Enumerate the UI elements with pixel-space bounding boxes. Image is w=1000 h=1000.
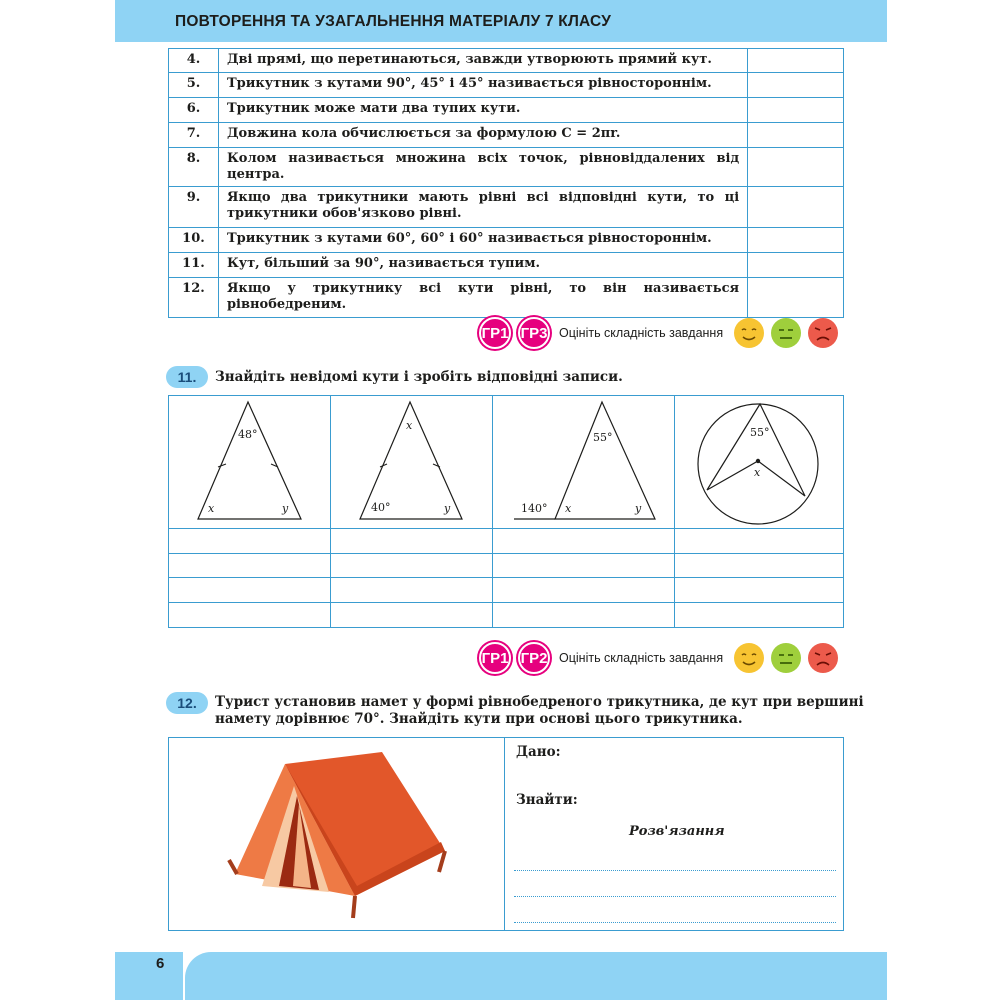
exterior-angle-label: 140° [521,502,548,515]
task-text-line2: намету дорівнює 70°. Знайдіть кути при основі цього трикутника. [215,711,743,727]
row-number: 10. [169,228,219,253]
task12-box [168,737,844,931]
table-row [169,49,844,73]
answer-line[interactable] [514,896,836,897]
task-number: 11. [166,366,208,388]
figures-grid [168,395,844,628]
triangle-figure-3 [492,395,675,529]
answer-cell[interactable] [674,602,844,628]
answer-cell[interactable] [748,123,844,148]
answer-cell[interactable] [674,553,844,578]
group-badge: ГР1 [479,317,511,349]
difficulty-rating [479,315,844,351]
solution-label: Розв'язання [629,824,725,839]
answer-cell[interactable] [330,602,493,628]
answer-cell[interactable] [748,49,844,73]
hard-face-icon[interactable] [807,317,839,349]
angle-label: x [565,502,572,515]
statement-text: Трикутник з кутами 90°, 45° і 45° називається рівностороннім. [218,73,747,98]
angle-label: x [406,419,413,432]
triangle-figure-2 [330,395,493,529]
angle-label: y [444,502,451,515]
footer-band [185,952,887,1000]
answer-cell[interactable] [748,187,844,228]
statement-text: Якщо два трикутники мають рівні всі відповідні кути, то ці трикутники обов'язково рівні. [218,187,747,228]
answer-cell[interactable] [168,553,331,578]
answer-cell[interactable] [168,602,331,628]
easy-face-icon[interactable] [733,642,765,674]
medium-face-icon[interactable] [770,642,802,674]
answer-cell[interactable] [674,577,844,603]
task-text-line1: Турист установив намет у формі рівнобедреного трикутника, де кут при вершині [215,694,864,710]
statement-text: Трикутник може мати два тупих кути. [218,98,747,123]
table-row [169,253,844,278]
answer-cell[interactable] [168,528,331,554]
table-row [169,228,844,253]
angle-label: y [282,502,289,515]
answer-cell[interactable] [674,528,844,554]
group-badge: ГР3 [518,317,550,349]
statements-table [168,48,844,318]
table-row [169,98,844,123]
row-number: 7. [169,123,219,148]
statement-text: Дві прямі, що перетинаються, завжди утворюють прямий кут. [218,49,747,73]
easy-face-icon[interactable] [733,317,765,349]
task-text: Знайдіть невідомі кути і зробіть відповідні записи. [215,369,623,385]
find-label: Знайти: [516,792,578,808]
answer-cell[interactable] [492,602,675,628]
answer-cell[interactable] [492,553,675,578]
table-row [169,148,844,187]
row-number: 9. [169,187,219,228]
statement-text: Якщо у трикутнику всі кути рівні, то він називається рівнобедреним. [218,278,747,318]
row-number: 11. [169,253,219,278]
answer-cell[interactable] [330,577,493,603]
tent-icon [227,746,449,922]
difficulty-rating [479,640,844,676]
angle-label: 55° [750,426,770,439]
table-row [169,278,844,318]
answer-line[interactable] [514,870,836,871]
answer-cell[interactable] [748,98,844,123]
hard-face-icon[interactable] [807,642,839,674]
answer-cell[interactable] [748,278,844,318]
row-number: 12. [169,278,219,318]
statement-text: Довжина кола обчислюється за формулою C = 2πr. [218,123,747,148]
answer-cell[interactable] [748,73,844,98]
given-label: Дано: [516,744,561,760]
circle-figure-4 [674,395,844,529]
answer-cell[interactable] [168,577,331,603]
rating-label: Оцініть складність завдання [559,651,724,665]
angle-label: x [208,502,215,515]
answer-cell[interactable] [492,528,675,554]
angle-label: x [754,466,761,479]
group-badge: ГР2 [518,642,550,674]
triangle-figure-1 [168,395,331,529]
answer-cell[interactable] [748,148,844,187]
angle-label: 55° [593,431,613,444]
footer-band-left [115,952,183,1000]
table-row [169,73,844,98]
table-row [169,123,844,148]
statement-text: Кут, більший за 90°, називається тупим. [218,253,747,278]
row-number: 6. [169,98,219,123]
row-number: 8. [169,148,219,187]
medium-face-icon[interactable] [770,317,802,349]
group-badge: ГР1 [479,642,511,674]
row-number: 4. [169,49,219,73]
statement-text: Колом називається множина всіх точок, рівновіддалених від центра. [218,148,747,187]
statement-text: Трикутник з кутами 60°, 60° і 60° називається рівностороннім. [218,228,747,253]
answer-cell[interactable] [748,228,844,253]
answer-cell[interactable] [330,528,493,554]
row-number: 5. [169,73,219,98]
task-number: 12. [166,692,208,714]
answer-cell[interactable] [492,577,675,603]
angle-label: y [635,502,642,515]
answer-cell[interactable] [748,253,844,278]
angle-label: 48° [238,428,258,441]
answer-cell[interactable] [330,553,493,578]
angle-label: 40° [371,501,391,514]
divider [504,738,505,930]
answer-line[interactable] [514,922,836,923]
page-number: 6 [156,955,165,972]
rating-label: Оцініть складність завдання [559,326,724,340]
page-title: ПОВТОРЕННЯ ТА УЗАГАЛЬНЕННЯ МАТЕРІАЛУ 7 КЛАСУ [175,13,612,30]
table-row [169,187,844,228]
